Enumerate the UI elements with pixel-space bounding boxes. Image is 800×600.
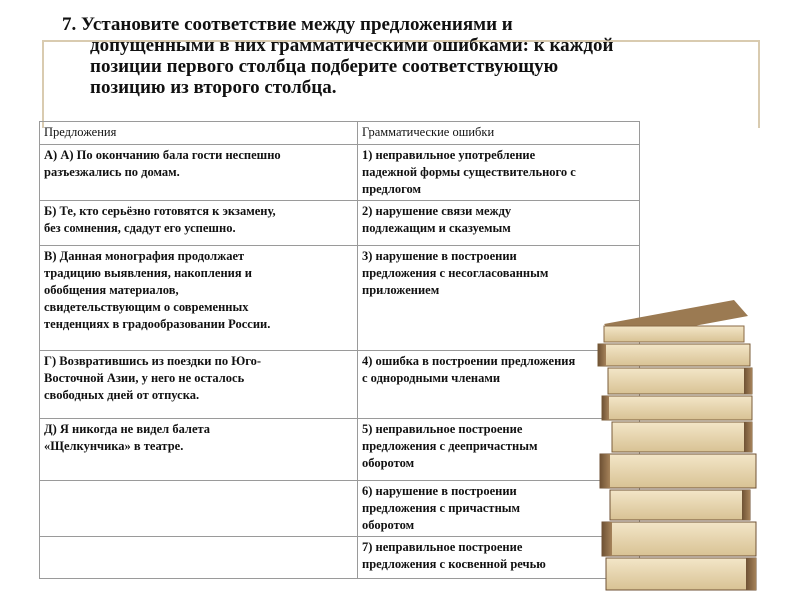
sentence-line: В) Данная монография продолжает bbox=[44, 249, 245, 263]
error-line: оборотом bbox=[362, 518, 415, 532]
sentence-line: свободных дней от отпуска. bbox=[44, 388, 200, 402]
error-line: 2) нарушение связи между bbox=[362, 204, 512, 218]
book-8-icon bbox=[602, 522, 756, 556]
header-errors: Грамматические ошибки bbox=[358, 122, 640, 145]
table-row bbox=[40, 351, 640, 419]
error-line: предложения с косвенной речью bbox=[362, 557, 546, 571]
sentence-empty-6 bbox=[40, 481, 358, 537]
sentence-line: свидетельствующим о современных bbox=[44, 300, 249, 314]
sentence-d bbox=[40, 351, 358, 419]
book-3-icon bbox=[608, 368, 752, 394]
error-line: 7) неправильное построение bbox=[362, 540, 523, 554]
book-9-icon bbox=[606, 558, 756, 590]
error-1 bbox=[358, 145, 640, 201]
book-2-icon bbox=[598, 344, 750, 366]
sentence-line: Г) Возвратившись из поездки по Юго- bbox=[44, 354, 262, 368]
title-line-1: 7. Установите соответствие между предложениями и bbox=[62, 14, 513, 35]
sentence-line: разъезжались по домам. bbox=[44, 165, 180, 179]
sentence-line: Д) Я никогда не видел балета bbox=[44, 422, 211, 436]
table-row bbox=[40, 419, 640, 481]
title-line-2: допущенными в них грамматическими ошибками: к каждой bbox=[90, 35, 614, 56]
sentence-b bbox=[40, 201, 358, 246]
sentence-line: тенденциях в градообразовании России. bbox=[44, 317, 271, 331]
table-header-row bbox=[40, 122, 640, 145]
error-line: предложения с деепричастным bbox=[362, 439, 538, 453]
table-row bbox=[40, 201, 640, 246]
table-row bbox=[40, 537, 640, 579]
sentence-line: Б) Те, кто серьёзно готовятся к экзамену, bbox=[44, 204, 276, 218]
error-line: 1) неправильное употребление bbox=[362, 148, 536, 162]
sentence-line: А) А) По окончанию бала гости неспешно bbox=[44, 148, 281, 162]
error-line: 3) нарушение в построении bbox=[362, 249, 517, 263]
error-line: предложения с несогласованным bbox=[362, 266, 549, 280]
error-2 bbox=[358, 201, 640, 246]
task-title bbox=[62, 14, 752, 98]
table-row bbox=[40, 246, 640, 351]
sentence-line: «Щелкунчика» в театре. bbox=[44, 439, 184, 453]
error-line: подлежащим и сказуемым bbox=[362, 221, 511, 235]
sentence-line: традицию выявления, накопления и bbox=[44, 266, 252, 280]
error-line: оборотом bbox=[362, 456, 415, 470]
frame-line-left bbox=[42, 40, 44, 128]
error-line: предложения с причастным bbox=[362, 501, 521, 515]
sentence-a bbox=[40, 145, 358, 201]
sentence-line: без сомнения, сдадут его успешно. bbox=[44, 221, 236, 235]
table-row bbox=[40, 145, 640, 201]
error-line: 6) нарушение в построении bbox=[362, 484, 517, 498]
book-1-icon bbox=[604, 300, 748, 342]
error-line: 4) ошибка в построении предложения bbox=[362, 354, 576, 368]
sentence-line: Восточной Азии, у него не осталось bbox=[44, 371, 245, 385]
error-line: 5) неправильное построение bbox=[362, 422, 523, 436]
sentence-empty-7 bbox=[40, 537, 358, 579]
error-line: предлогом bbox=[362, 182, 422, 196]
title-line-3: позиции первого столбца подберите соответствующую bbox=[90, 56, 559, 77]
book-stack-image bbox=[594, 296, 764, 592]
error-line: приложением bbox=[362, 283, 440, 297]
book-6-icon bbox=[600, 454, 756, 488]
sentence-line: обобщения материалов, bbox=[44, 283, 179, 297]
frame-line-right bbox=[758, 40, 760, 128]
error-line: падежной формы существительного с bbox=[362, 165, 576, 179]
sentence-e bbox=[40, 419, 358, 481]
title-line-4: позицию из второго столбца. bbox=[90, 77, 337, 98]
book-4-icon bbox=[602, 396, 752, 420]
header-sentences: Предложения bbox=[40, 122, 358, 145]
sentence-c bbox=[40, 246, 358, 351]
matching-table bbox=[39, 121, 640, 579]
book-5-icon bbox=[612, 422, 752, 452]
error-line: с однородными членами bbox=[362, 371, 501, 385]
book-7-icon bbox=[610, 490, 750, 520]
table-row bbox=[40, 481, 640, 537]
